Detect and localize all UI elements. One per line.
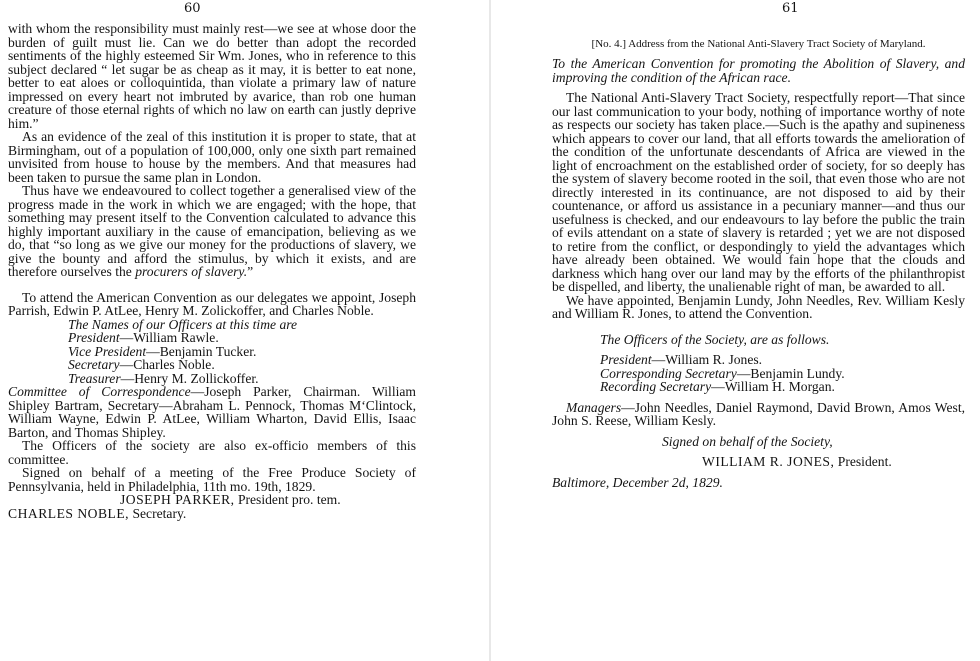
close-quote: ” [247,264,254,279]
signed-line: Signed on behalf of the Society, [662,433,833,449]
paragraph [8,184,416,279]
officers-heading: The Officers of the Society, are as follows. [600,331,830,347]
committee-paragraph: Committee of Correspondence—Joseph Parker, Chairman. William Shipley Bartram, Secretary—Abraham L. Pennock, Thomas M‘Clintock, William Wayne, Edwin P. AtLee, William Wharton, David Ellis, Isaac Barton, and Thomas Shipley. [8,384,416,440]
officer-line: Vice President—Benjamin Tucker. [68,343,257,359]
paragraph: As an evidence of the zeal of this institution it is proper to state, that at Birmingham, out of a population of 100,000, only one sixth part remained unvisited from house to house by the members. And that measures had been taken to pursue the same plan in London. [8,129,416,185]
page-body [8,22,416,520]
page-number: 61 [782,1,799,16]
paragraph-text: Thus have we endeavoured to collect together a generalised view of the progress made in the work in which we are engaged; with the hope, that something may present itself to the Convention calculated to advance this highly important auxiliary in the cause of emancipation, believing as we do, that “so long as we give our money for the productions of slavery, we give the bounty and afford the stimulus, by which it exists, and are therefore ourselves the [8,183,416,279]
page-body [552,38,965,489]
address-to: To the American Convention for promoting the Abolition of Slavery, and improving the condition of the African race. [552,56,965,85]
officer-line: President—William R. Jones. [600,352,763,367]
paragraph: The National Anti-Slavery Tract Society, respectfully report—That since our last communication to your body, nothing of importance worthy of note as respects our society has taken place.—Such is the apathy and supineness which appears to cover our land, that all efforts towards the amelioration of the condition of the unfortunate descendants of Africa are viewed in the light of encroachment on the established order of society, for so deeply has the system of slavery become rooted in the soil, that even those who are not directly interested in its continuance, are not disposed to aid by their countenance, or afford us assistance in a pecuniary manner—and thus our usefulness is checked, and our endeavours to lay before the public the train of evils attendant on a state of slavery is retarded ; yet we are not disposed to retire from the conflict, or despondingly to yield the advantages which have already been obtained. We would fain hope that the clouds and darkness which hang over our land may by the efforts of the philanthropist be dispelled, and liberty, the unalienable right of man, be awarded to all. [552,90,965,294]
paragraph: Signed on behalf of a meeting of the Free Produce Society of Pennsylvania, held in Philadelphia, 11th mo. 19th, 1829. [8,465,416,494]
address-heading: [No. 4.] Address from the National Anti-Slavery Tract Society of Maryland. [591,38,926,50]
officer-line: Treasurer—Henry M. Zollickoffer. [68,370,259,386]
gutter [489,0,491,661]
paragraph: with whom the responsibility must mainly rest—we see at whose door the burden of guilt must lie. Can we do better than adopt the recorded sentiments of the highly esteemed Sir Wm. Jones, who in reference to this subject declared “ let sugar be as cheap as it may, it is better to eat none, better to eat aloes or colloquintida, than violate a primary law of nature impressed on every heart not imbruted by avarice, than rob one human creature of those eternal rights of which no law on earth can justly deprive him.” [8,21,416,131]
right-page [492,0,980,661]
page-number: 60 [184,1,201,16]
officers-heading: The Names of our Officers at this time are [68,316,298,332]
managers-paragraph: Managers—John Needles, Daniel Raymond, David Brown, Amos West, John S. Reese, William Kesly. [552,399,965,428]
paragraph: To attend the American Convention as our delegates we appoint, Joseph Parrish, Edwin P. AtLee, Henry M. Zolickoffer, and Charles Noble. [8,289,416,318]
officer-line: President—William Rawle. [68,330,219,345]
signature-line: JOSEPH PARKER, President pro. tem. [120,492,341,507]
officer-line: Secretary—Charles Noble. [68,357,215,372]
officer-line: Recording Secretary—William H. Morgan. [600,379,835,394]
paragraph: The Officers of the society are also ex-officio members of this committee. [8,438,416,467]
paragraph: We have appointed, Benjamin Lundy, John Needles, Rev. William Kesly and William R. Jones, to attend the Convention. [552,292,965,321]
date-line: Baltimore, December 2d, 1829. [552,474,723,490]
signature-line: CHARLES NOBLE, Secretary. [8,505,187,521]
officer-line: Corresponding Secretary—Benjamin Lundy. [600,365,845,381]
italic-phrase: procurers of slavery. [135,264,248,279]
signature-line: WILLIAM R. JONES, President. [702,454,892,469]
